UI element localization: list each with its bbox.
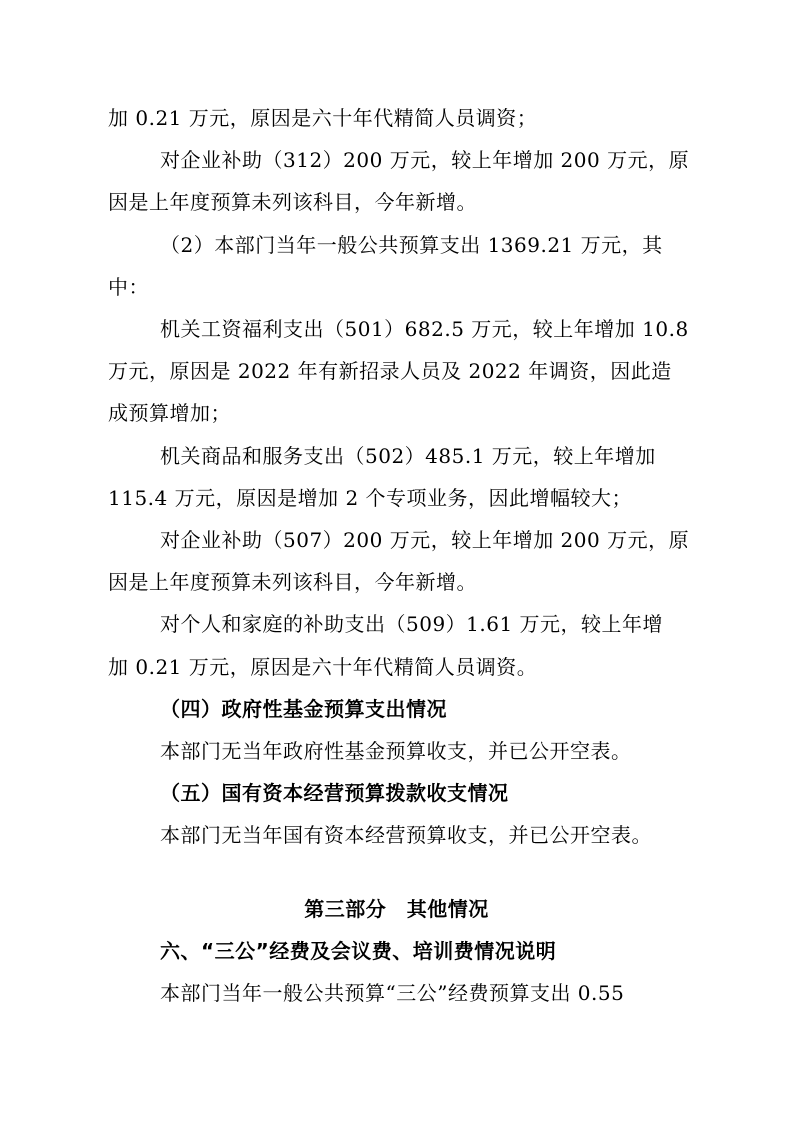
body-line: 机关工资福利支出（501）682.5 万元，较上年增加 10.8 xyxy=(160,317,689,341)
body-line: 加 0.21 万元，原因是六十年代精简人员调资。 xyxy=(108,655,538,679)
body-line: 115.4 万元，原因是增加 2 个专项业务，因此增幅较大； xyxy=(108,486,633,510)
body-line: 万元，原因是 2022 年有新招录人员及 2022 年调资，因此造 xyxy=(108,359,672,383)
body-line: 机关商品和服务支出（502）485.1 万元，较上年增加 xyxy=(160,444,656,468)
part-three-title: 第三部分 其他情况 xyxy=(304,897,489,921)
item-six-text: 本部门当年一般公共预算“三公”经费预算支出 0.55 xyxy=(160,981,625,1005)
body-line: 对企业补助（312）200 万元，较上年增加 200 万元，原 xyxy=(160,148,690,172)
body-line: 对个人和家庭的补助支出（509）1.61 万元，较上年增 xyxy=(160,612,664,636)
section-four-text: 本部门无当年政府性基金预算收支，并已公开空表。 xyxy=(160,739,632,763)
body-line: 对企业补助（507）200 万元，较上年增加 200 万元，原 xyxy=(160,528,690,552)
section-five-text: 本部门无当年国有资本经营预算收支，并已公开空表。 xyxy=(160,823,652,847)
body-line: 中： xyxy=(108,275,149,299)
body-line: 因是上年度预算未列该科目，今年新增。 xyxy=(108,190,477,214)
body-line: （2）本部门当年一般公共预算支出 1369.21 万元，其 xyxy=(160,233,663,257)
item-six-heading: 六、“三公”经费及会议费、培训费情况说明 xyxy=(160,939,557,963)
section-four-heading: （四）政府性基金预算支出情况 xyxy=(160,697,447,721)
body-line: 因是上年度预算未列该科目，今年新增。 xyxy=(108,570,477,594)
section-five-heading: （五）国有资本经营预算拨款收支情况 xyxy=(160,781,509,805)
body-line: 加 0.21 万元，原因是六十年代精简人员调资； xyxy=(108,106,538,130)
body-line: 成预算增加； xyxy=(108,401,231,425)
